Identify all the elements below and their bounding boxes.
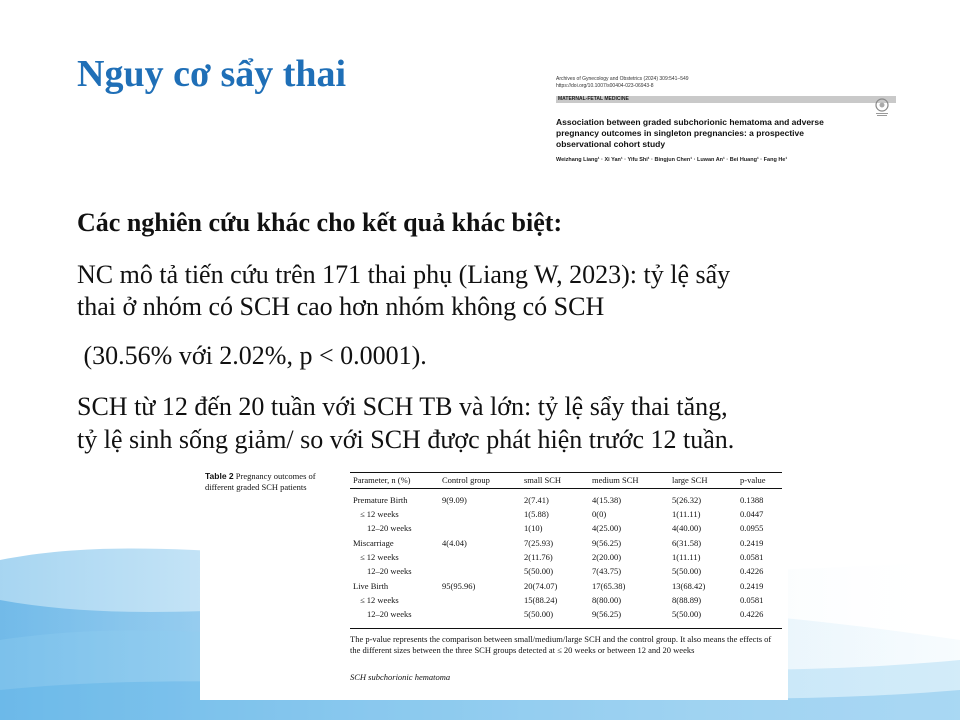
table-bottom-rule bbox=[350, 628, 782, 629]
paragraph-1-line-1: NC mô tả tiến cứu trên 171 thai phụ (Liang W, 2023): tỷ lệ sẩy bbox=[77, 260, 731, 289]
table-cell: Premature Birth bbox=[353, 495, 408, 505]
table-cell: 0.4226 bbox=[740, 609, 764, 619]
table-header-rule bbox=[350, 488, 782, 489]
table-cell: 4(15.38) bbox=[592, 495, 622, 505]
table-footnote: The p-value represents the comparison between small/medium/large SCH and the control group. It also means the effects of the different sizes between the three SCH groups detected at ≤ 20 weeks or between 12 and 20 weeks bbox=[350, 634, 772, 655]
paragraph-2-line-2: tỷ lệ sinh sống giảm/ so với SCH được phát hiện trước 12 tuần. bbox=[77, 425, 735, 454]
table-cell: 0.1388 bbox=[740, 495, 764, 505]
table-cell: 2(20.00) bbox=[592, 552, 622, 562]
table-header: Parameter, n (%) bbox=[353, 475, 411, 485]
table-cell: 13(68.42) bbox=[672, 581, 706, 591]
check-for-updates-icon bbox=[874, 98, 890, 118]
table-cell: 1(11.11) bbox=[672, 509, 701, 519]
paper-authors: Weizhang Liang¹ · Xi Yan¹ · Yifu Shi¹ · Bingjun Chen¹ · Luwan An¹ · Bei Huang¹ · Fang He¹ bbox=[556, 157, 788, 163]
slide-title: Nguy cơ sẩy thai bbox=[77, 53, 347, 95]
table-cell: 12–20 weeks bbox=[367, 609, 412, 619]
table-cell: 12–20 weeks bbox=[367, 566, 412, 576]
table-cell: Live Birth bbox=[353, 581, 389, 591]
table-cell: 5(50.00) bbox=[524, 609, 554, 619]
table-cell: 4(4.04) bbox=[442, 538, 467, 548]
table-cell: 9(56.25) bbox=[592, 538, 622, 548]
table-abbreviation: SCH subchorionic hematoma bbox=[350, 672, 451, 682]
table-header: small SCH bbox=[524, 475, 562, 485]
table-cell: 20(74.07) bbox=[524, 581, 558, 591]
table-header: medium SCH bbox=[592, 475, 639, 485]
table-cell: 7(43.75) bbox=[592, 566, 622, 576]
table-cell: 7(25.93) bbox=[524, 538, 554, 548]
paragraph-1-line-2: thai ở nhóm có SCH cao hơn nhóm không có SCH bbox=[77, 292, 605, 321]
table-row bbox=[350, 593, 782, 607]
journal-citation: Archives of Gynecology and Obstetrics (2024) 309:541–549 bbox=[556, 76, 689, 82]
subheading: Các nghiên cứu khác cho kết quả khác biệt: bbox=[77, 208, 563, 237]
table-cell: 15(88.24) bbox=[524, 595, 558, 605]
paper-header-image bbox=[556, 76, 896, 186]
table-cell: 5(50.00) bbox=[672, 566, 702, 576]
table-cell: 0(0) bbox=[592, 509, 607, 519]
table-cell: 0.4226 bbox=[740, 566, 764, 576]
table-row bbox=[350, 536, 782, 550]
table-cell: 95(95.96) bbox=[442, 581, 476, 591]
table-cell: 6(31.58) bbox=[672, 538, 702, 548]
table-row bbox=[350, 493, 782, 507]
table-cell: 0.0447 bbox=[740, 509, 764, 519]
table-header-row bbox=[350, 473, 782, 487]
table-row bbox=[350, 550, 782, 564]
table-row bbox=[350, 507, 782, 521]
table-cell: ≤ 12 weeks bbox=[360, 552, 399, 562]
table-cell: 2(7.41) bbox=[524, 495, 549, 505]
table-cell: ≤ 12 weeks bbox=[360, 595, 399, 605]
table-cell: 5(50.00) bbox=[672, 609, 702, 619]
table-header: Control group bbox=[442, 475, 490, 485]
table-cell: 12–20 weeks bbox=[367, 523, 412, 533]
paper-title: Association between graded subchorionic hematoma and adverse pregnancy outcomes in singleton pregnancies: a prospective observational cohort study bbox=[556, 117, 824, 149]
table-cell: 0.2419 bbox=[740, 581, 764, 591]
paragraph-1-line-3: (30.56% với 2.02%, p < 0.0001). bbox=[77, 341, 427, 370]
paragraph-2-line-1: SCH từ 12 đến 20 tuần với SCH TB và lớn: tỷ lệ sẩy thai tăng, bbox=[77, 392, 728, 421]
table-row bbox=[350, 607, 782, 621]
table-row bbox=[350, 579, 782, 593]
table-cell: 8(80.00) bbox=[592, 595, 622, 605]
table-header: p-value bbox=[740, 475, 766, 485]
table-cell: 9(56.25) bbox=[592, 609, 622, 619]
table-cell: 4(40.00) bbox=[672, 523, 702, 533]
table-cell: 1(5.88) bbox=[524, 509, 549, 519]
table-cell: 0.0581 bbox=[740, 595, 764, 605]
journal-section-bar: MATERNAL-FETAL MEDICINE bbox=[556, 96, 896, 103]
table-caption-text: Pregnancy outcomes of different graded SCH patients bbox=[205, 471, 316, 492]
table-cell: 8(88.89) bbox=[672, 595, 702, 605]
table-cell: Miscarriage bbox=[353, 538, 394, 548]
table-cell: 2(11.76) bbox=[524, 552, 553, 562]
table-cell: 17(65.38) bbox=[592, 581, 626, 591]
outcomes-table-image bbox=[200, 462, 788, 700]
table-cell: 0.0581 bbox=[740, 552, 764, 562]
journal-doi: https://doi.org/10.1007/s00404-023-06943-8 bbox=[556, 83, 654, 89]
table-caption bbox=[205, 471, 345, 493]
table-header: large SCH bbox=[672, 475, 708, 485]
table-caption-label: Table 2 bbox=[205, 471, 234, 481]
table-cell: 5(26.32) bbox=[672, 495, 702, 505]
table-cell: 1(11.11) bbox=[672, 552, 701, 562]
table-row bbox=[350, 521, 782, 535]
table-cell: 0.0955 bbox=[740, 523, 764, 533]
table-row bbox=[350, 564, 782, 578]
table-cell: 0.2419 bbox=[740, 538, 764, 548]
table-cell: 4(25.00) bbox=[592, 523, 622, 533]
table-cell: 5(50.00) bbox=[524, 566, 554, 576]
table-cell: ≤ 12 weeks bbox=[360, 509, 399, 519]
table-cell: 9(9.09) bbox=[442, 495, 467, 505]
table-cell: 1(10) bbox=[524, 523, 543, 533]
